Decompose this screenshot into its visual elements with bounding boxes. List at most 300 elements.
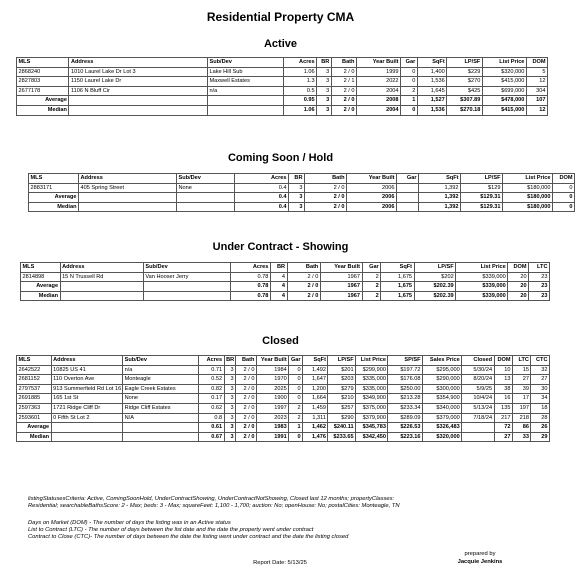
table-cell: $201 [328, 365, 356, 375]
header-row [29, 174, 575, 184]
table-cell: 2 / 0 [236, 394, 257, 404]
table-cell: 1967 [320, 291, 362, 301]
column-header: LP/SF [414, 263, 456, 273]
definition-ctc: Contract to Close (CTC)- The number of days between the date the listing went under contract and the date the listing closed [28, 534, 349, 540]
criteria-text [28, 496, 548, 510]
table-cell: 1,462 [303, 423, 328, 433]
table-cell: 20 [508, 282, 529, 292]
table-cell: 23 [529, 282, 550, 292]
table-cell: 33 [513, 432, 531, 442]
table-row [29, 183, 575, 193]
table-cell: 2 / 0 [236, 413, 257, 423]
table-cell: $213.28 [388, 394, 423, 404]
table-cell: $335,000 [356, 384, 388, 394]
table-cell: $180,000 [503, 183, 553, 193]
table-cell: 1 [289, 423, 303, 433]
table-cell: 0.4 [235, 193, 289, 203]
table-cell: 32 [531, 365, 550, 375]
table-row [17, 375, 550, 385]
table-cell: $354,900 [423, 394, 462, 404]
table-cell [397, 193, 419, 203]
table-cell: n/a [207, 86, 283, 96]
header-row [21, 263, 550, 273]
column-header: Closed [462, 356, 494, 366]
table-cell: $180,000 [503, 193, 553, 203]
column-header: Gar [397, 174, 419, 184]
column-header: SqFt [419, 174, 461, 184]
table-cell: 12 [526, 77, 547, 87]
table-cell: $295,000 [423, 365, 462, 375]
table-cell: 1,675 [381, 282, 414, 292]
table-cell: 4 [270, 282, 287, 292]
table-cell: 1,459 [303, 403, 328, 413]
table-cell: 1106 N Bluff Cir [69, 86, 208, 96]
column-header: Sub/Dev [123, 356, 199, 366]
table-cell: $289.09 [388, 413, 423, 423]
table-cell: $342,450 [356, 432, 388, 442]
median-row [17, 105, 548, 115]
table-cell: 3 [289, 193, 305, 203]
criteria-line-2: Residential; searchableBathsScore: 2 - Max; beds: 3 - Max; squareFeet: 1,100 - 1,700; auction: No; openHouse: No; postalCities: Monteagle, TN [28, 503, 400, 509]
table-cell: 27 [494, 432, 512, 442]
table-cell: $478,000 [482, 96, 526, 106]
table-cell: $202 [414, 272, 456, 282]
table-cell [60, 282, 143, 292]
column-header: Bath [236, 356, 257, 366]
table-cell: 1,645 [417, 86, 446, 96]
table-cell: 1,200 [303, 384, 328, 394]
header-row [17, 58, 548, 68]
column-header: SqFt [381, 263, 414, 273]
table-cell: 3 [224, 394, 236, 404]
table-cell: 2 / 0 [236, 403, 257, 413]
table-cell: $699,000 [482, 86, 526, 96]
column-header: Sub/Dev [177, 174, 235, 184]
table-cell: $326,483 [423, 423, 462, 433]
table-cell: 3 [224, 423, 236, 433]
definition-ltc: List to Contract (LTC) - The number of days between the list date and the date the property went under contract [28, 527, 314, 533]
column-header: Sales Price [423, 356, 462, 366]
coming-soon-table [28, 173, 575, 212]
column-header: DOM [553, 174, 575, 184]
table-cell: 0.67 [199, 432, 224, 442]
table-cell: 3 [317, 96, 332, 106]
table-cell: $379,000 [423, 413, 462, 423]
table-cell: 3 [317, 86, 332, 96]
column-header: Acres [199, 356, 224, 366]
table-cell: 10825 US 41 [51, 365, 123, 375]
table-cell: 10/4/24 [462, 394, 494, 404]
section-title-coming-soon: Coming Soon / Hold [227, 152, 334, 164]
table-cell: $226.53 [388, 423, 423, 433]
table-cell: 1967 [320, 272, 362, 282]
table-cell: 0.61 [199, 423, 224, 433]
table-cell: $202.39 [414, 282, 456, 292]
table-cell: 0 [553, 202, 575, 212]
column-header: Year Built [256, 356, 288, 366]
table-cell: 3 [224, 413, 236, 423]
table-cell [51, 423, 123, 433]
table-cell: 1,647 [303, 375, 328, 385]
table-cell: 2 / 0 [287, 272, 320, 282]
report-date: Report Date: 5/13/25 [253, 560, 307, 566]
table-cell: 20 [508, 272, 529, 282]
column-header: List Price [356, 356, 388, 366]
table-cell [69, 96, 208, 106]
average-row [17, 96, 548, 106]
table-cell: Monteagle [123, 375, 199, 385]
table-cell: 27 [531, 375, 550, 385]
definitions-text [28, 520, 548, 541]
table-cell: 28 [531, 413, 550, 423]
table-cell: 0.52 [199, 375, 224, 385]
table-cell: 0 [401, 67, 418, 77]
table-cell: 1,536 [417, 77, 446, 87]
table-row [17, 403, 550, 413]
table-cell: 2006 [347, 193, 397, 203]
table-cell: 0 [289, 432, 303, 442]
column-header: Address [79, 174, 177, 184]
table-cell: 17 [513, 394, 531, 404]
table-cell: 2 / 0 [331, 96, 356, 106]
table-cell: Median [17, 432, 52, 442]
table-cell: 110 Overton Ave [51, 375, 123, 385]
table-cell: $129.31 [461, 202, 503, 212]
table-cell: 2797537 [17, 384, 52, 394]
table-cell: 2642522 [17, 365, 52, 375]
table-cell: 1,400 [417, 67, 446, 77]
table-cell: 1900 [256, 394, 288, 404]
table-cell: $379,900 [356, 413, 388, 423]
column-header: Year Built [347, 174, 397, 184]
column-header: SqFt [303, 356, 328, 366]
table-cell: 2814898 [21, 272, 61, 282]
table-cell: 3 [224, 384, 236, 394]
column-header: BR [270, 263, 287, 273]
table-cell: Ridge Cliff Estates [123, 403, 199, 413]
table-cell: 2 / 0 [236, 365, 257, 375]
column-header: BR [289, 174, 305, 184]
column-header: Acres [283, 58, 317, 68]
table-cell: $415,000 [482, 77, 526, 87]
table-cell: 1,664 [303, 394, 328, 404]
table-cell: 1,536 [417, 105, 446, 115]
table-cell: 23 [529, 291, 550, 301]
table-cell: 2004 [356, 105, 400, 115]
header-row [17, 356, 550, 366]
table-cell: 2 / 0 [305, 183, 347, 193]
column-header: List Price [456, 263, 508, 273]
table-cell [51, 432, 123, 442]
table-cell: 1010 Laurel Lake Dr Lot 3 [69, 67, 208, 77]
table-cell: 8/20/24 [462, 375, 494, 385]
column-header: LP/SF [328, 356, 356, 366]
table-cell: 2597363 [17, 403, 52, 413]
table-cell: 2022 [356, 77, 400, 87]
table-cell: 15 [513, 365, 531, 375]
table-cell [207, 96, 283, 106]
column-header: MLS [29, 174, 79, 184]
table-cell: 0.8 [199, 413, 224, 423]
table-cell: 4 [270, 272, 287, 282]
table-cell: 23 [529, 272, 550, 282]
table-cell: Median [21, 291, 61, 301]
column-header: MLS [17, 58, 69, 68]
column-header: Sub/Dev [207, 58, 283, 68]
table-cell: 0 [553, 193, 575, 203]
table-cell: $345,783 [356, 423, 388, 433]
table-cell: 1984 [256, 365, 288, 375]
table-cell: 2 [362, 272, 381, 282]
table-cell: 39 [513, 384, 531, 394]
table-cell: 2 / 0 [305, 193, 347, 203]
table-cell: 0 [289, 375, 303, 385]
table-cell: 0.78 [231, 282, 271, 292]
table-cell: 13 [494, 375, 512, 385]
table-cell: $250.00 [388, 384, 423, 394]
table-cell: 1970 [256, 375, 288, 385]
table-cell: 2 [289, 403, 303, 413]
table-cell: 3 [317, 67, 332, 77]
table-cell: $299,900 [356, 365, 388, 375]
table-cell: $349,900 [356, 394, 388, 404]
table-cell: 18 [531, 403, 550, 413]
table-cell [123, 423, 199, 433]
table-cell: 2 / 0 [236, 432, 257, 442]
table-cell: 2004 [356, 86, 400, 96]
table-cell: 913 Summerfield Rd Lot 16 [51, 384, 123, 394]
median-row [17, 432, 550, 442]
column-header: BR [224, 356, 236, 366]
column-header: SqFt [417, 58, 446, 68]
table-cell: $197.72 [388, 365, 423, 375]
column-header: Bath [287, 263, 320, 273]
table-cell: $210 [328, 394, 356, 404]
table-cell: 1,675 [381, 272, 414, 282]
table-cell: 5/30/24 [462, 365, 494, 375]
table-cell: 1967 [320, 282, 362, 292]
table-cell: $339,000 [456, 282, 508, 292]
column-header: LTC [513, 356, 531, 366]
column-header: MLS [21, 263, 61, 273]
median-row [29, 202, 575, 212]
table-cell: 1,476 [303, 432, 328, 442]
table-cell: 0.78 [231, 291, 271, 301]
table-cell: 2 / 0 [287, 291, 320, 301]
table-cell: 2691885 [17, 394, 52, 404]
table-cell: 5/13/24 [462, 403, 494, 413]
table-cell: 0.4 [235, 183, 289, 193]
table-cell: $279 [328, 384, 356, 394]
table-cell [123, 432, 199, 442]
criteria-line-1: listingStatusesCriteria: Active, ComingSoonHold, UnderContractShowing, UnderContractNotShowing, Closed last 12 months; propertyClasses: [28, 496, 395, 502]
table-cell: 0 [289, 394, 303, 404]
table-cell: 2 [401, 86, 418, 96]
agent-name: Jacquie Jenkins [457, 559, 503, 565]
table-cell [143, 291, 230, 301]
table-cell: 2008 [356, 96, 400, 106]
table-cell: 2 / 0 [331, 105, 356, 115]
table-cell: 0.17 [199, 394, 224, 404]
column-header: List Price [503, 174, 553, 184]
table-cell: 2006 [347, 202, 397, 212]
report-title: Residential Property CMA [206, 10, 355, 24]
column-header: List Price [482, 58, 526, 68]
table-cell: 15 N Trussell Rd [60, 272, 143, 282]
table-cell: 0 [401, 105, 418, 115]
table-cell: n/a [123, 365, 199, 375]
table-cell: Median [29, 202, 79, 212]
table-cell: 1991 [256, 432, 288, 442]
table-cell: 0.95 [283, 96, 317, 106]
table-cell: 165 1st St [51, 394, 123, 404]
table-cell: $300,000 [423, 384, 462, 394]
table-row [17, 77, 548, 87]
table-cell: 1 [401, 96, 418, 106]
table-cell: 1,527 [417, 96, 446, 106]
average-row [21, 282, 550, 292]
table-cell [177, 193, 235, 203]
column-header: Acres [235, 174, 289, 184]
active-table [16, 57, 548, 116]
table-cell: $290,000 [423, 375, 462, 385]
table-cell: $339,000 [456, 291, 508, 301]
table-cell: 218 [513, 413, 531, 423]
table-cell: 2 / 0 [287, 282, 320, 292]
column-header: Bath [331, 58, 356, 68]
table-row [17, 394, 550, 404]
table-cell: $270 [447, 77, 483, 87]
table-cell: 0 [401, 77, 418, 87]
table-cell: 38 [494, 384, 512, 394]
table-cell: 0 [289, 365, 303, 375]
section-title-active: Active [263, 38, 298, 50]
table-row [17, 86, 548, 96]
column-header: Gar [401, 58, 418, 68]
table-cell: Eagle Creek Estates [123, 384, 199, 394]
table-cell: 72 [494, 423, 512, 433]
table-cell: $233.65 [328, 432, 356, 442]
definition-dom: Days on Market (DOM) - The number of days the listing was in an Active status [28, 520, 231, 526]
table-cell: 1997 [256, 403, 288, 413]
column-header: SP/SF [388, 356, 423, 366]
table-cell: 2 / 0 [331, 67, 356, 77]
table-cell: 2006 [347, 183, 397, 193]
table-cell: N/A [123, 413, 199, 423]
table-cell: 3 [317, 77, 332, 87]
table-cell: 2 / 0 [236, 384, 257, 394]
table-cell: 3 [224, 432, 236, 442]
table-cell: $340,000 [423, 403, 462, 413]
table-row [17, 413, 550, 423]
table-cell: 2 / 0 [236, 423, 257, 433]
table-cell: $257 [328, 403, 356, 413]
table-cell: 5 [526, 67, 547, 77]
table-cell: $129.31 [461, 193, 503, 203]
column-header: CTC [531, 356, 550, 366]
average-row [17, 423, 550, 433]
median-row [21, 291, 550, 301]
section-title-under-contract: Under Contract - Showing [212, 241, 349, 253]
column-header: DOM [494, 356, 512, 366]
table-cell: 1.3 [283, 77, 317, 87]
table-cell: 7/18/24 [462, 413, 494, 423]
column-header: Address [69, 58, 208, 68]
column-header: MLS [17, 356, 52, 366]
table-cell: 86 [513, 423, 531, 433]
column-header: Acres [231, 263, 271, 273]
table-cell [177, 202, 235, 212]
table-cell: None [177, 183, 235, 193]
table-cell: 1.06 [283, 67, 317, 77]
table-cell: 1,392 [419, 193, 461, 203]
table-cell: 2883171 [29, 183, 79, 193]
table-cell: $415,000 [482, 105, 526, 115]
table-cell: 1721 Ridge Cliff Dr [51, 403, 123, 413]
table-cell: $320,000 [423, 432, 462, 442]
table-cell: 27 [513, 375, 531, 385]
column-header: LTC [529, 263, 550, 273]
column-header: Bath [305, 174, 347, 184]
table-cell: 2 / 1 [331, 77, 356, 87]
table-cell [143, 282, 230, 292]
table-cell [397, 183, 419, 193]
table-cell: 1.06 [283, 105, 317, 115]
table-cell: $223.16 [388, 432, 423, 442]
table-cell: 2681152 [17, 375, 52, 385]
table-cell [79, 202, 177, 212]
table-cell: None [123, 394, 199, 404]
table-cell [397, 202, 419, 212]
closed-table [16, 355, 550, 442]
average-row [29, 193, 575, 203]
table-cell: 34 [531, 394, 550, 404]
table-cell: 3 [289, 202, 305, 212]
column-header: Gar [289, 356, 303, 366]
table-cell: 2025 [256, 384, 288, 394]
table-cell: 1999 [356, 67, 400, 77]
table-cell [69, 105, 208, 115]
table-row [21, 272, 550, 282]
table-cell: 135 [494, 403, 512, 413]
column-header: Sub/Dev [143, 263, 230, 273]
table-cell [60, 291, 143, 301]
table-cell: 1,392 [419, 183, 461, 193]
table-cell: 107 [526, 96, 547, 106]
table-cell: 2 [289, 413, 303, 423]
column-header: BR [317, 58, 332, 68]
table-cell: 20 [508, 291, 529, 301]
table-row [17, 384, 550, 394]
table-cell: 0.78 [231, 272, 271, 282]
table-row [17, 365, 550, 375]
table-cell: $203 [328, 375, 356, 385]
table-cell: 10 [494, 365, 512, 375]
under-contract-table [20, 262, 550, 301]
column-header: Address [60, 263, 143, 273]
table-cell: 2868240 [17, 67, 69, 77]
column-header: DOM [526, 58, 547, 68]
table-row [17, 67, 548, 77]
table-cell: $240.11 [328, 423, 356, 433]
table-cell: 0 Fifth St Lot 2 [51, 413, 123, 423]
table-cell: 29 [531, 432, 550, 442]
section-title-closed: Closed [262, 335, 299, 347]
table-cell [462, 423, 494, 433]
table-cell: 2 [362, 291, 381, 301]
table-cell: $233.34 [388, 403, 423, 413]
column-header: Year Built [356, 58, 400, 68]
